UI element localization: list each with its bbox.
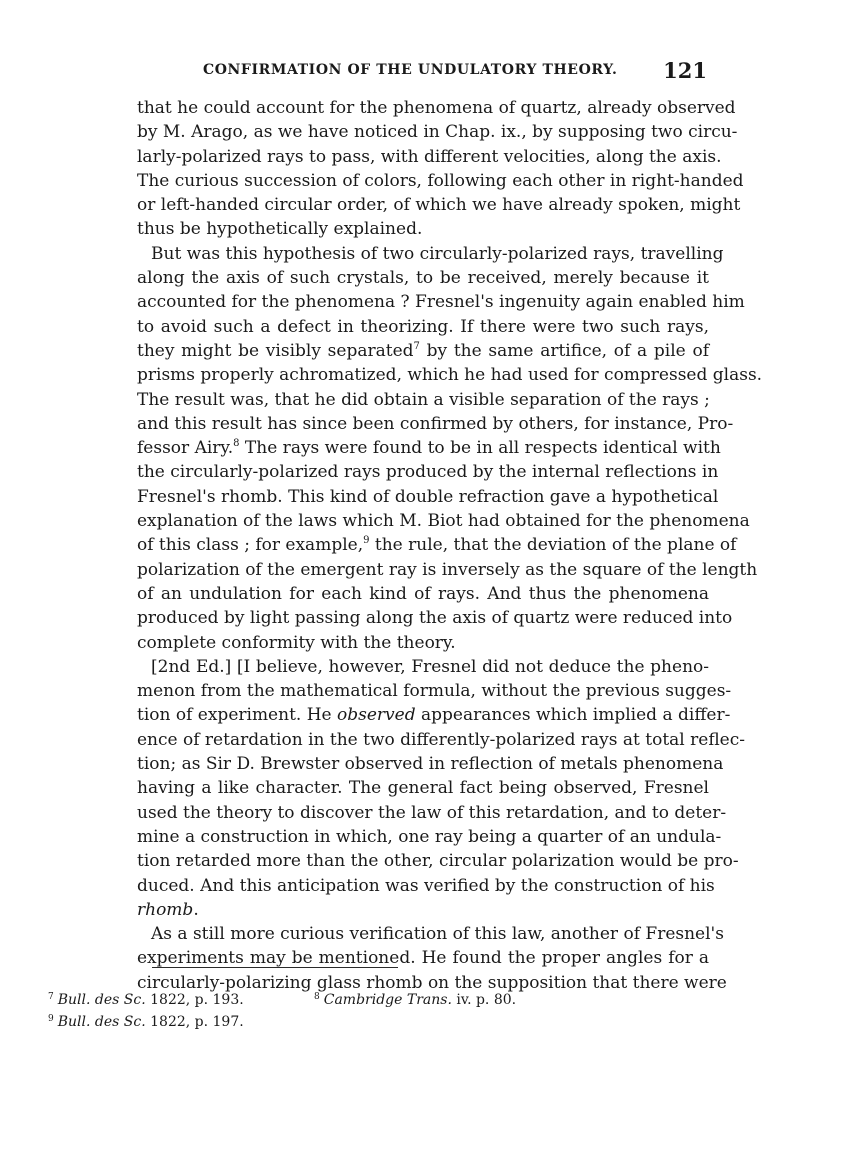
text-line: used the theory to discover the law of this retardation, and to deter-: [137, 802, 727, 823]
emphasis: observed: [337, 705, 416, 726]
text-segment: .: [193, 899, 199, 920]
footnote-reference: 8: [233, 438, 240, 450]
text-segment: of this class ; for example,: [137, 535, 364, 556]
footnote-reference: 9: [363, 535, 370, 547]
text-line: complete conformity with the theory.: [137, 632, 456, 653]
paragraph: [137, 922, 727, 995]
text-segment: the rule, that the deviation of the plane of: [369, 535, 737, 556]
footnote-ref: 1822, p. 197.: [150, 1014, 244, 1030]
text-line: The curious succession of colors, following each other in right-handed: [137, 170, 744, 191]
book-page: [137, 58, 763, 995]
paragraph: [137, 655, 745, 922]
text-segment: The rays were found to be in all respects identical with: [239, 438, 721, 459]
text-line: mine a construction in which, one ray being a quarter of an undula-: [137, 826, 722, 847]
text-line: [137, 339, 709, 363]
text-line: accounted for the phenomena ? Fresnel's ingenuity again enabled him: [137, 292, 745, 313]
footnote: [314, 986, 516, 1011]
text-line: that he could account for the phenomena of quartz, already observed: [137, 98, 736, 118]
text-line: Fresnel's rhomb. This kind of double refraction gave a hypothetical: [137, 486, 719, 507]
text-line: duced. And this anticipation was verified by the construction of his: [137, 875, 715, 896]
text-line: tion retarded more than the other, circular polarization would be pro-: [137, 851, 739, 872]
text-line: tion; as Sir D. Brewster observed in reflection of metals phenomena: [137, 754, 724, 775]
text-line: [137, 533, 737, 557]
body-text: [137, 96, 763, 995]
running-title: CONFIRMATION OF THE UNDULATORY THEORY.: [203, 62, 618, 78]
text-line: having a like character. The general fact being observed, Fresnel: [137, 778, 709, 799]
text-line: and this result has since been confirmed by others, for instance, Pro-: [137, 413, 734, 434]
paragraph: [137, 242, 763, 655]
footnote-divider: [152, 967, 398, 968]
text-line: the circularly-polarized rays produced by the internal reflections in: [137, 462, 719, 483]
footnote: [48, 1008, 244, 1033]
text-line: experiments may be mentioned. He found the proper angles for a: [137, 948, 709, 969]
footnote-source: Bull. des Sc.: [57, 992, 146, 1008]
text-segment: they might be visibly separated: [137, 340, 414, 361]
footnote-source: Bull. des Sc.: [57, 1014, 146, 1030]
text-line: menon from the mathematical formula, without the previous sugges-: [137, 681, 732, 702]
running-head: [137, 58, 709, 88]
text-line: explanation of the laws which M. Biot had obtained for the phenomena: [137, 511, 750, 532]
text-segment: fessor Airy.: [137, 438, 234, 459]
footnote-ref: 1822, p. 193.: [150, 992, 244, 1008]
footnote-ref: iv. p. 80.: [456, 992, 517, 1008]
text-line: As a still more curious verification of this law, another of Fresnel's: [151, 924, 724, 945]
footnote-mark: 7: [48, 992, 54, 1002]
text-line: along the axis of such crystals, to be received, merely because it: [137, 268, 709, 289]
text-line: The result was, that he did obtain a visible separation of the rays ;: [137, 389, 710, 410]
text-line: prisms properly achromatized, which he had used for compressed glass.: [137, 365, 763, 386]
text-line: thus be hypothetically explained.: [137, 219, 423, 240]
footnote-reference: 7: [413, 340, 420, 352]
text-line: ence of retardation in the two differently-polarized rays at total reflec-: [137, 729, 745, 750]
text-line: polarization of the emergent ray is inversely as the square of the length: [137, 559, 758, 580]
text-line: [2nd Ed.] [I believe, however, Fresnel did not deduce the pheno-: [151, 656, 709, 677]
text-line: circularly-polarizing glass rhomb on the supposition that there were: [137, 972, 727, 993]
text-line: by M. Arago, as we have noticed in Chap. ix., by supposing two circu-: [137, 122, 738, 143]
text-line: But was this hypothesis of two circularly-polarized rays, travelling: [151, 243, 724, 264]
text-line: of an undulation for each kind of rays. And thus the phenomena: [137, 583, 709, 604]
text-segment: tion of experiment. He: [137, 705, 337, 726]
text-line: [137, 436, 721, 460]
text-line: larly-polarized rays to pass, with different velocities, along the axis.: [137, 146, 722, 167]
text-line: or left-handed circular order, of which we have already spoken, might: [137, 195, 741, 216]
text-line: [137, 703, 731, 727]
footnote-source: Cambridge Trans.: [323, 992, 452, 1008]
footnote-mark: 9: [48, 1014, 54, 1024]
text-segment: appearances which implied a differ-: [415, 705, 731, 726]
text-line: [137, 898, 709, 922]
text-line: produced by light passing along the axis of quartz were reduced into: [137, 608, 733, 629]
text-line: to avoid such a defect in theorizing. If there were two such rays,: [137, 316, 709, 337]
text-segment: by the same artifice, of a pile of: [419, 340, 709, 361]
footnote-mark: 8: [314, 992, 320, 1002]
emphasis: rhomb: [137, 899, 194, 920]
page-number: 121: [663, 58, 707, 83]
paragraph: [137, 96, 744, 242]
